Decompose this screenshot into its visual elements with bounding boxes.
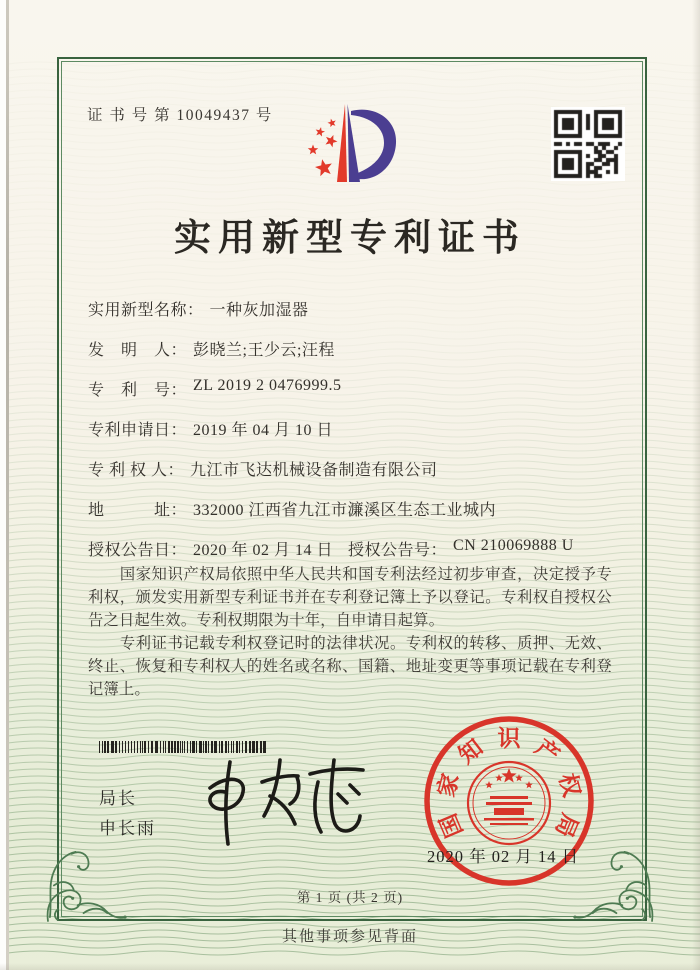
legal-paragraph-2: 专利证书记载专利权登记时的法律状况。专利权的转移、质押、无效、终止、恢复和专利权人的姓名或名称、国籍、地址变更等事项记载在专利登记簿上。 — [88, 635, 612, 698]
barcode-bar — [115, 741, 117, 753]
svg-text:国: 国 — [435, 809, 468, 841]
field-label: 授权公告日： — [88, 542, 188, 559]
legal-paragraph-1: 国家知识产权局依照中华人民共和国专利法经过初步审查，决定授予专利权，颁发实用新型专利证书并在专利登记簿上予以登记。专利权自授权公告之日起生效。专利权期限为十年，自申请日起算。 — [88, 566, 612, 629]
field-value: 彭晓兰;王少云;汪程 — [193, 342, 335, 359]
barcode-bar — [140, 741, 141, 753]
cnipa-patent-logo — [300, 98, 404, 192]
barcode-bar — [144, 741, 146, 753]
field-address — [88, 497, 496, 520]
svg-text:产: 产 — [530, 734, 564, 769]
field-label: 专利申请日： — [88, 422, 188, 439]
field-value: 332000 江西省九江市濂溪区生态工业城内 — [193, 502, 497, 519]
barcode-bar — [165, 741, 166, 753]
seal-date: 2020 年 02 月 14 日 — [427, 847, 580, 866]
svg-text:权: 权 — [554, 770, 585, 800]
barcode-bar — [180, 741, 181, 753]
barcode-bar — [182, 741, 183, 753]
barcode-bar — [151, 741, 153, 753]
barcode-bar — [190, 741, 191, 753]
barcode-bar — [119, 741, 120, 753]
barcode-bar — [107, 741, 109, 753]
paper-bottom-edge — [0, 963, 700, 970]
field-utility-model-name — [88, 297, 309, 320]
field-value: CN 210069888 U — [453, 537, 574, 554]
barcode-bar — [137, 741, 138, 753]
field-patent-number — [88, 377, 341, 400]
footer-note: 其他事项参见背面 — [281, 929, 418, 945]
handwritten-signature — [198, 752, 376, 850]
svg-text:知: 知 — [454, 734, 488, 769]
field-inventors — [88, 337, 335, 360]
barcode-bar — [196, 741, 197, 753]
logo-spike-red — [337, 104, 347, 182]
barcode-bar — [171, 741, 173, 753]
field-value: 2019 年 04 月 10 日 — [193, 422, 334, 439]
barcode-bar — [104, 741, 106, 753]
national-emblem — [468, 762, 550, 844]
page-number: 第 1 页 (共 2 页) — [296, 890, 404, 905]
field-label: 授权公告号： — [348, 542, 448, 559]
field-value: ZL 2019 2 0476999.5 — [193, 377, 342, 394]
field-label: 专 利 号： — [88, 382, 188, 399]
legal-paragraphs — [88, 563, 612, 701]
field-patentee — [88, 457, 438, 480]
barcode-bar — [99, 741, 100, 753]
barcode-bar — [192, 741, 195, 753]
field-value: 一种灰加湿器 — [209, 302, 309, 319]
certificate-title: 实用新型专利证书 — [174, 218, 526, 259]
field-label: 发 明 人： — [88, 342, 188, 359]
field-label: 地 址： — [88, 502, 188, 519]
barcode-bar — [125, 741, 126, 753]
field-label: 实用新型名称： — [88, 302, 204, 319]
barcode-bar — [131, 741, 132, 753]
qr-code — [551, 107, 625, 181]
field-grant-number — [348, 537, 574, 560]
floral-corner-ornament — [572, 840, 656, 924]
svg-text:识: 识 — [497, 726, 521, 751]
barcode-bar — [134, 741, 135, 753]
floral-corner-ornament — [44, 840, 128, 924]
paper-left-edge — [6, 0, 9, 970]
barcode-bar — [187, 741, 188, 753]
certificate-number: 证 书 号 第 10049437 号 — [87, 107, 273, 124]
barcode-bar — [155, 741, 158, 753]
paper-right-edge — [692, 0, 700, 970]
barcode-bar — [128, 741, 129, 753]
barcode-bar — [184, 741, 185, 753]
director-title: 局长 — [99, 789, 137, 808]
barcode-bar — [163, 741, 164, 753]
barcode-bar — [142, 741, 143, 753]
svg-text:家: 家 — [433, 770, 464, 800]
barcode-bar — [177, 741, 179, 753]
barcode-bar — [174, 741, 176, 753]
barcode-bar — [148, 741, 149, 753]
field-value: 2020 年 02 月 14 日 — [193, 542, 334, 559]
barcode-bar — [102, 741, 103, 753]
barcode-bar — [168, 741, 170, 753]
director-name: 申长雨 — [99, 819, 156, 838]
field-value: 九江市飞达机械设备制造有限公司 — [190, 462, 438, 479]
field-filing-date — [88, 417, 333, 440]
field-label: 专 利 权 人： — [88, 462, 185, 479]
barcode-bar — [160, 741, 161, 753]
barcode-bar — [111, 741, 114, 753]
barcode-bar — [122, 741, 123, 753]
svg-text:局: 局 — [550, 809, 583, 841]
field-grant-date — [88, 537, 333, 560]
